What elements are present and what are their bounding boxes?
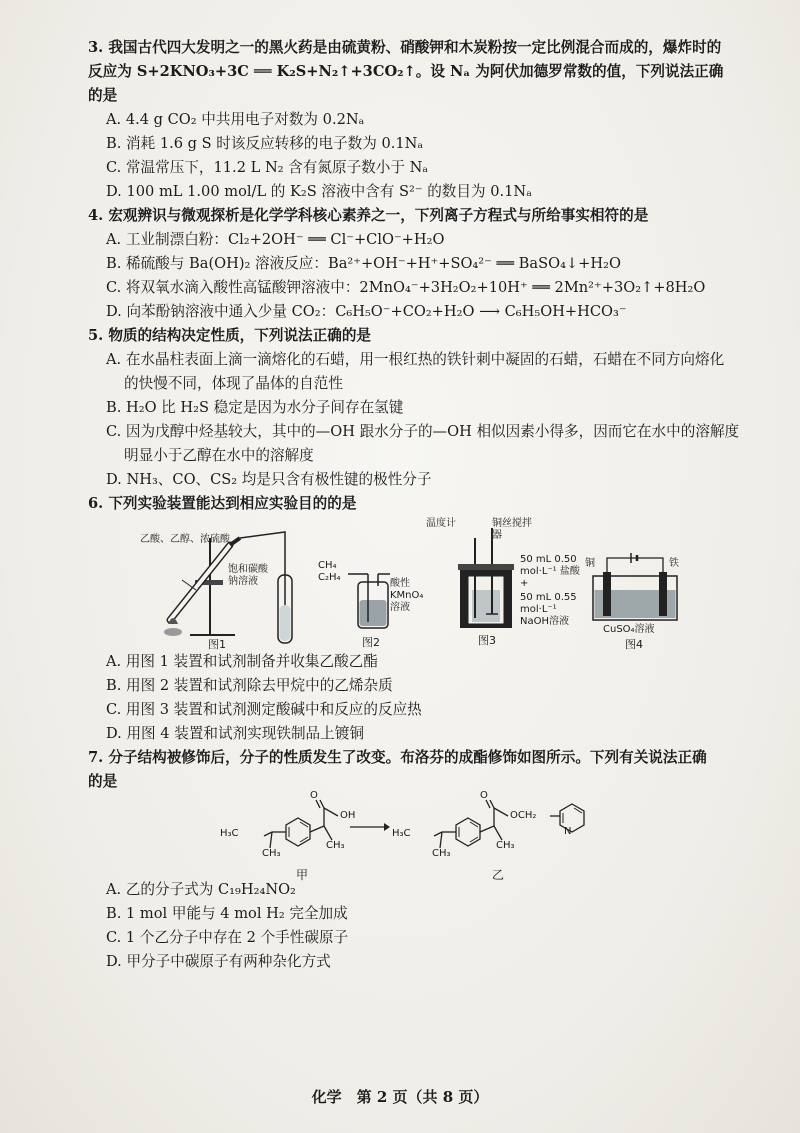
reaction-arrow — [350, 822, 390, 832]
molecule-jia-oh: OH — [340, 810, 356, 821]
q6-option-d: D. 用图 4 装置和试剂实现铁制品上镀铜 — [106, 725, 364, 742]
molecule-jia-ch3-b: CH₃ — [326, 840, 345, 851]
figure-2-gas-label: CH₄ C₂H₄ — [318, 560, 341, 583]
figure-4-solution-label: CuSO₄溶液 — [603, 624, 655, 635]
q6-option-c: C. 用图 3 装置和试剂测定酸碱中和反应的反应热 — [106, 701, 422, 718]
q3-stem-line2: 反应为 S+2KNO₃+3C ══ K₂S+N₂↑+3CO₂↑。设 Nₐ 为阿伏加德罗常数的值，下列说法正确 — [88, 63, 724, 80]
reaction-arrow-drawing — [350, 822, 390, 832]
q3-option-c: C. 常温常压下，11.2 L N₂ 含有氮原子数小于 Nₐ — [106, 159, 428, 176]
figure-2-reagent-label: 酸性KMnO₄溶液 — [390, 578, 424, 613]
figure-4-caption: 图4 — [625, 638, 643, 651]
q3-option-a: A. 4.4 g CO₂ 中共用电子对数为 0.2Nₐ — [106, 111, 365, 128]
figure-2-gas-washing-bottle — [318, 560, 424, 650]
molecule-yi-ch3-b: CH₃ — [496, 840, 515, 851]
q7-option-c: C. 1 个乙分子中存在 2 个手性碳原子 — [106, 929, 349, 946]
q4-option-b: B. 稀硫酸与 Ba(OH)₂ 溶液反应：Ba²⁺+OH⁻+H⁺+SO₄²⁻ ══ BaSO₄↓+H₂O — [106, 255, 621, 272]
q5-option-a-line2: 的快慢不同，体现了晶体的自范性 — [124, 375, 343, 392]
molecule-jia-ibuprofen — [210, 790, 380, 880]
molecule-jia-label: 甲 — [296, 868, 309, 882]
q6-option-a: A. 用图 1 装置和试剂制备并收集乙酸乙酯 — [106, 653, 378, 670]
molecule-jia-ch3-a: CH₃ — [262, 848, 281, 859]
molecule-yi-h3c: H₃C — [392, 828, 411, 839]
figure-1-caption: 图1 — [208, 638, 226, 651]
q5-stem: 5. 物质的结构决定性质，下列说法正确的是 — [88, 327, 372, 344]
figure-3-solution-1-label: 50 mL 0.50 mol·L⁻¹ 盐酸+ — [520, 554, 580, 589]
q4-stem: 4. 宏观辨识与微观探析是化学学科核心素养之一，下列离子方程式与所给事实相符的是 — [88, 207, 649, 224]
molecule-yi-ch3-a: CH₃ — [432, 848, 451, 859]
molecule-yi-o: O — [480, 790, 488, 801]
molecule-yi-ester-group: OCH₂ — [510, 810, 537, 821]
q7-option-a: A. 乙的分子式为 C₁₉H₂₄NO₂ — [106, 881, 296, 898]
molecule-yi-ester — [392, 790, 612, 880]
figure-1-esterification-apparatus — [140, 520, 310, 650]
q5-option-d: D. NH₃、CO、CS₂ 均是只含有极性键的极性分子 — [106, 471, 432, 488]
figure-4-iron-label: 铁 — [669, 558, 679, 569]
q5-option-a-line1: A. 在水晶柱表面上滴一滴熔化的石蜡，用一根红热的铁针刺中凝固的石蜡，石蜡在不同方向熔化 — [106, 351, 725, 368]
q3-stem-line1: 3. 我国古代四大发明之一的黑火药是由硫黄粉、硝酸钾和木炭粉按一定比例混合而成的，爆炸时的 — [88, 39, 722, 56]
q5-option-b: B. H₂O 比 H₂S 稳定是因为水分子间存在氢键 — [106, 399, 404, 416]
q3-option-d: D. 100 mL 1.00 mol/L 的 K₂S 溶液中含有 S²⁻ 的数目为 0.1Nₐ — [106, 183, 532, 200]
figure-3-calorimeter — [426, 518, 580, 648]
q7-stem-line1: 7. 分子结构被修饰后，分子的性质发生了改变。布洛芬的成酯修饰如图所示。下列有关说法正确 — [88, 749, 707, 766]
q6-stem: 6. 下列实验装置能达到相应实验目的的是 — [88, 495, 357, 512]
figure-1-reagent-label: 乙酸、乙醇、浓硫酸 — [140, 534, 230, 545]
q4-option-d: D. 向苯酚钠溶液中通入少量 CO₂：C₆H₅O⁻+CO₂+H₂O ⟶ C₆H₅OH+HCO₃⁻ — [106, 303, 627, 320]
figure-3-caption: 图3 — [478, 634, 496, 647]
q5-option-c-line1: C. 因为戊醇中烃基较大，其中的—OH 跟水分子的—OH 相似因素小得多，因而它在水中的溶解度 — [106, 423, 740, 440]
figure-3-stirrer-label: 铜丝搅拌器 — [492, 518, 532, 541]
q3-option-b: B. 消耗 1.6 g S 时该反应转移的电子数为 0.1Nₐ — [106, 135, 424, 152]
figure-3-solution-2-label: 50 mL 0.55 mol·L⁻¹ NaOH溶液 — [520, 592, 577, 627]
molecule-jia-o: O — [310, 790, 318, 801]
figure-4-copper-label: 铜 — [585, 558, 595, 569]
figure-4-electroplating-cell — [585, 550, 685, 650]
molecule-jia-h3c: H₃C — [220, 828, 239, 839]
q6-option-b: B. 用图 2 装置和试剂除去甲烷中的乙烯杂质 — [106, 677, 393, 694]
q3-stem-line3: 的是 — [88, 87, 118, 104]
q7-option-b: B. 1 mol 甲能与 4 mol H₂ 完全加成 — [106, 905, 348, 922]
figure-1-receiver-label: 饱和碳酸钠溶液 — [228, 564, 268, 587]
q7-stem-line2: 的是 — [88, 773, 118, 790]
q4-option-c: C. 将双氧水滴入酸性高锰酸钾溶液中：2MnO₄⁻+3H₂O₂+10H⁺ ══ 2Mn²⁺+3O₂↑+8H₂O — [106, 279, 706, 296]
molecule-yi-label: 乙 — [492, 868, 505, 882]
q5-option-c-line2: 明显小于乙醇在水中的溶解度 — [124, 447, 314, 464]
figure-3-thermometer-label: 温度计 — [426, 518, 456, 529]
figure-2-caption: 图2 — [362, 636, 380, 649]
page-footer: 化学 第 2 页（共 8 页） — [311, 1088, 489, 1106]
q4-option-a: A. 工业制漂白粉：Cl₂+2OH⁻ ══ Cl⁻+ClO⁻+H₂O — [106, 231, 445, 248]
molecule-yi-n: N — [564, 826, 572, 837]
q7-option-d: D. 甲分子中碳原子有两种杂化方式 — [106, 953, 331, 970]
